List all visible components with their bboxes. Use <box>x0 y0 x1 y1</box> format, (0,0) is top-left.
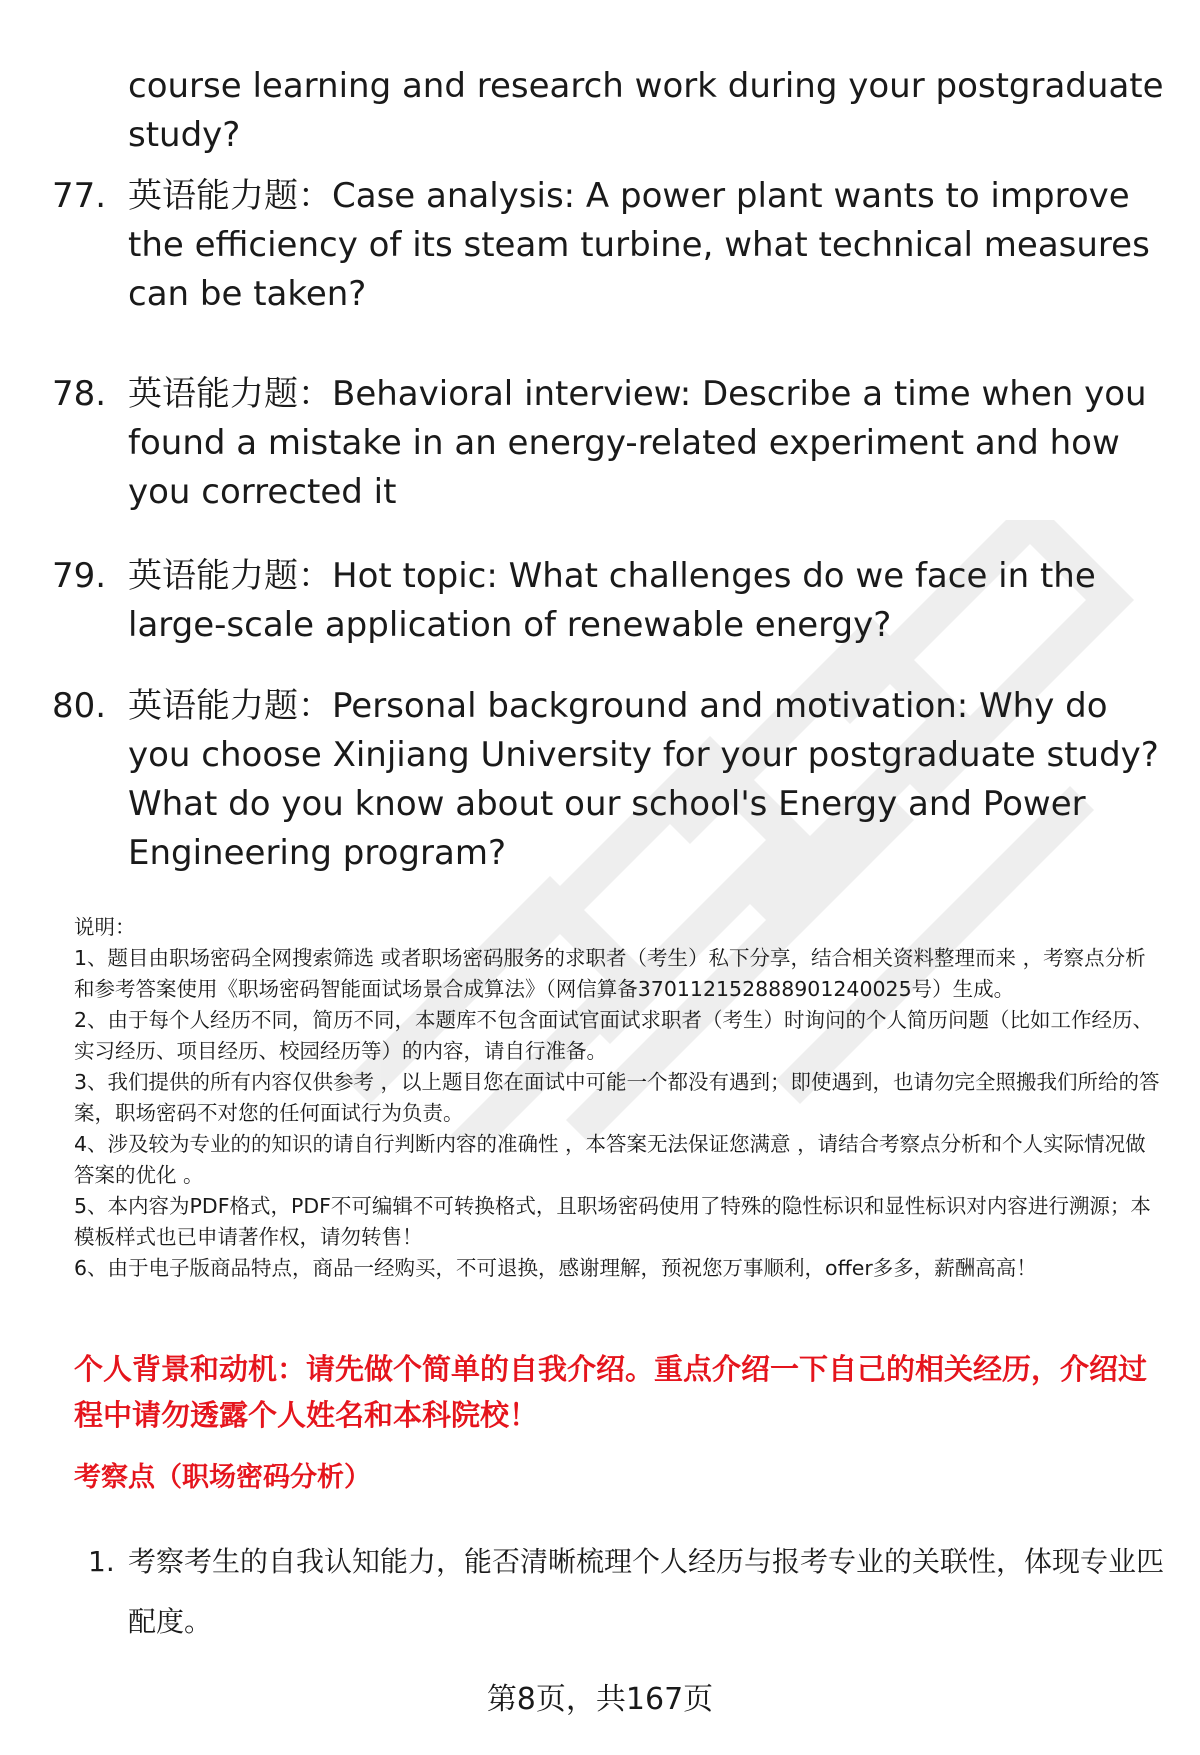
question-item <box>52 552 1172 650</box>
analysis-point-number: 1. <box>88 1545 115 1578</box>
analysis-point-text: 考察考生的自我认知能力，能否清晰梳理个人经历与报考专业的关联性，体现专业匹配度。 <box>128 1545 1165 1638</box>
note-item: 4、涉及较为专业的的知识的请自行判断内容的准确性 ，本答案无法保证您满意 ，请结合考察点分析和个人实际情况做答案的优化 。 <box>74 1132 1146 1187</box>
question-text: 英语能力题：Personal background and motivation: Why do you choose Xinjiang University for your postgraduate study? What do you know about our school's Energy and Power Engineering program? <box>128 686 1159 873</box>
question-number: 80. <box>52 686 107 726</box>
question-text: 英语能力题：Case analysis: A power plant wants to improve the efficiency of its steam turbine, what technical measures can be taken? <box>128 176 1150 314</box>
note-item: 2、由于每个人经历不同，简历不同，本题库不包含面试官面试求职者（考生）时询问的个人简历问题（比如工作经历、实习经历、项目经历、校园经历等）的内容，请自行准备。 <box>74 1008 1154 1063</box>
question-number: 78. <box>52 374 107 414</box>
disclaimer-notes <box>74 912 1164 1284</box>
question-number: 79. <box>52 556 107 596</box>
analysis-point <box>88 1532 1168 1652</box>
question-item <box>52 172 1172 319</box>
note-item: 6、由于电子版商品特点，商品一经购买，不可退换，感谢理解，预祝您万事顺利，offer多多，薪酬高高！ <box>74 1256 1037 1280</box>
question-item <box>52 370 1172 517</box>
note-item: 1、题目由职场密码全网搜索筛选 或者职场密码服务的求职者（考生）私下分享，结合相关资料整理而来 ，考察点分析和参考答案使用《职场密码智能面试场景合成算法》（网信算备370112152888901240025号）生成。 <box>74 946 1146 1001</box>
question-number: 77. <box>52 176 107 216</box>
page-number-footer: 第8页，共167页 <box>486 1682 714 1717</box>
analysis-heading: 考察点（职场密码分析） <box>74 1462 371 1493</box>
question-text: 英语能力题：Hot topic: What challenges do we face in the large-scale application of renewable energy? <box>128 556 1096 645</box>
question-item <box>52 682 1172 878</box>
question-continuation: course learning and research work during your postgraduate study? <box>128 66 1164 155</box>
note-item: 3、我们提供的所有内容仅供参考 ，以上题目您在面试中可能一个都没有遇到；即使遇到，也请勿完全照搬我们所给的答案，职场密码不对您的任何面试行为负责。 <box>74 1070 1160 1125</box>
note-item: 5、本内容为PDF格式，PDF不可编辑不可转换格式，且职场密码使用了特殊的隐性标识和显性标识对内容进行溯源；本模板样式也已申请著作权，请勿转售！ <box>74 1194 1151 1249</box>
question-text: 英语能力题：Behavioral interview: Describe a time when you found a mistake in an energy-related experiment and how you corrected it <box>128 374 1147 512</box>
question-heading: 个人背景和动机：请先做个简单的自我介绍。重点介绍一下自己的相关经历，介绍过程中请勿透露个人姓名和本科院校！ <box>74 1352 1148 1432</box>
notes-title: 说明： <box>74 915 136 939</box>
